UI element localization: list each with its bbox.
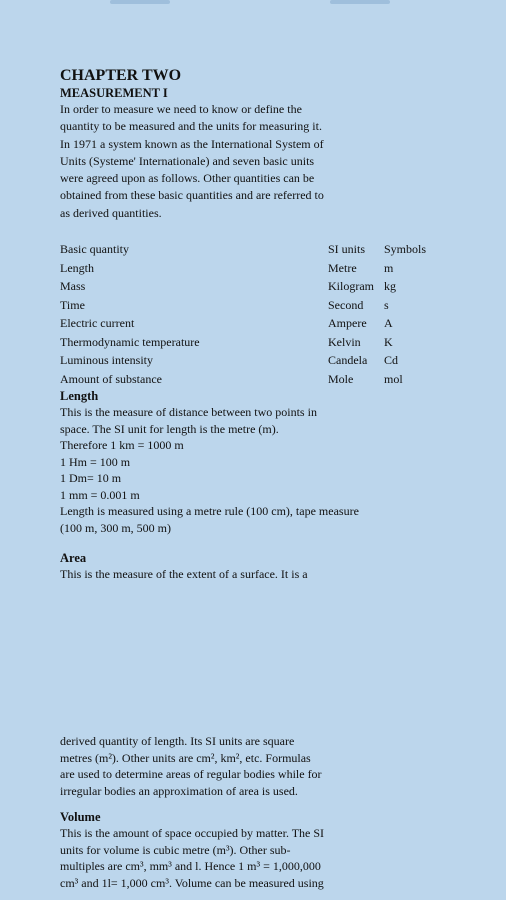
length-line: Therefore 1 km = 1000 m bbox=[60, 438, 184, 453]
length-line: 1 mm = 0.001 m bbox=[60, 487, 140, 502]
symbol-cell: A bbox=[384, 316, 393, 331]
area-paragraph bbox=[60, 733, 500, 799]
table-row bbox=[60, 277, 444, 296]
area-heading: Area bbox=[60, 551, 87, 566]
volume-line: multiples are cm³, mm³ and l. Hence 1 m³ = 1,000,000 bbox=[60, 859, 321, 874]
table-row bbox=[60, 333, 444, 352]
area-line: irregular bodies an approximation of area is used. bbox=[60, 783, 298, 798]
quantity-cell: Length bbox=[60, 260, 94, 275]
section-title: MEASUREMENT I bbox=[60, 86, 168, 100]
chapter-title: CHAPTER TWO bbox=[60, 67, 182, 84]
symbol-cell: K bbox=[384, 334, 393, 349]
intro-line: In order to measure we need to know or define the bbox=[60, 102, 302, 116]
volume-heading: Volume bbox=[60, 810, 101, 825]
area-line: derived quantity of length. Its SI units are square bbox=[60, 734, 295, 749]
quantity-cell: Electric current bbox=[60, 316, 135, 331]
blank-space bbox=[60, 583, 500, 733]
length-line: (100 m, 300 m, 500 m) bbox=[60, 520, 171, 535]
top-edge bbox=[0, 0, 506, 10]
quantity-cell: Mass bbox=[60, 279, 86, 294]
length-heading: Length bbox=[60, 389, 99, 404]
si-units-table bbox=[60, 240, 444, 388]
symbol-cell: s bbox=[384, 297, 389, 312]
volume-paragraph bbox=[60, 825, 500, 891]
intro-line: obtained from these basic quantities and are referred to bbox=[60, 188, 324, 203]
intro-line: Units (Systeme' Internationale) and seven basic units bbox=[60, 153, 315, 168]
length-line: 1 Dm= 10 m bbox=[60, 471, 122, 486]
length-line: space. The SI unit for length is the metre (m). bbox=[60, 421, 279, 436]
intro-line: were agreed upon as follows. Other quantities can be bbox=[60, 171, 315, 186]
length-paragraph bbox=[60, 404, 500, 536]
unit-cell: Candela bbox=[328, 353, 368, 368]
unit-cell: Kelvin bbox=[328, 334, 361, 349]
quantity-cell: Amount of substance bbox=[60, 371, 162, 386]
volume-line: units for volume is cubic metre (m³). Other sub- bbox=[60, 842, 291, 857]
volume-line: This is the amount of space occupied by matter. The SI bbox=[60, 826, 325, 841]
area-line: This is the measure of the extent of a surface. It is a bbox=[60, 567, 308, 582]
symbol-cell: kg bbox=[384, 279, 396, 294]
unit-cell: Second bbox=[328, 297, 364, 312]
symbol-cell: m bbox=[384, 260, 394, 275]
table-header-row bbox=[60, 240, 444, 259]
area-line: metres (m²). Other units are cm², km², etc. Formulas bbox=[60, 750, 311, 765]
length-line: Length is measured using a metre rule (100 cm), tape measure bbox=[60, 504, 359, 519]
unit-cell: Metre bbox=[328, 260, 357, 275]
document-page bbox=[60, 66, 500, 891]
table-row bbox=[60, 259, 444, 278]
header-basic-quantity: Basic quantity bbox=[60, 242, 129, 257]
length-line: 1 Hm = 100 m bbox=[60, 454, 131, 469]
header-symbols: Symbols bbox=[384, 242, 427, 257]
length-line: This is the measure of distance between two points in bbox=[60, 405, 317, 420]
quantity-cell: Time bbox=[60, 297, 85, 312]
unit-cell: Mole bbox=[328, 371, 354, 386]
volume-line: cm³ and 1l= 1,000 cm³. Volume can be measured using bbox=[60, 875, 324, 890]
area-line: are used to determine areas of regular bodies while for bbox=[60, 767, 322, 782]
symbol-cell: Cd bbox=[384, 353, 399, 368]
intro-line: as derived quantities. bbox=[60, 205, 162, 220]
quantity-cell: Luminous intensity bbox=[60, 353, 153, 368]
symbol-cell: mol bbox=[384, 371, 403, 386]
intro-line: quantity to be measured and the units for measuring it. bbox=[60, 119, 322, 134]
table-row bbox=[60, 314, 444, 333]
table-row bbox=[60, 351, 444, 370]
intro-line: In 1971 a system known as the International System of bbox=[60, 136, 324, 151]
table-row bbox=[60, 296, 444, 315]
unit-cell: Ampere bbox=[328, 316, 367, 331]
header-si-units: SI units bbox=[328, 242, 366, 257]
quantity-cell: Thermodynamic temperature bbox=[60, 334, 200, 349]
unit-cell: Kilogram bbox=[328, 279, 374, 294]
table-row bbox=[60, 370, 444, 389]
intro-paragraph bbox=[60, 101, 392, 222]
